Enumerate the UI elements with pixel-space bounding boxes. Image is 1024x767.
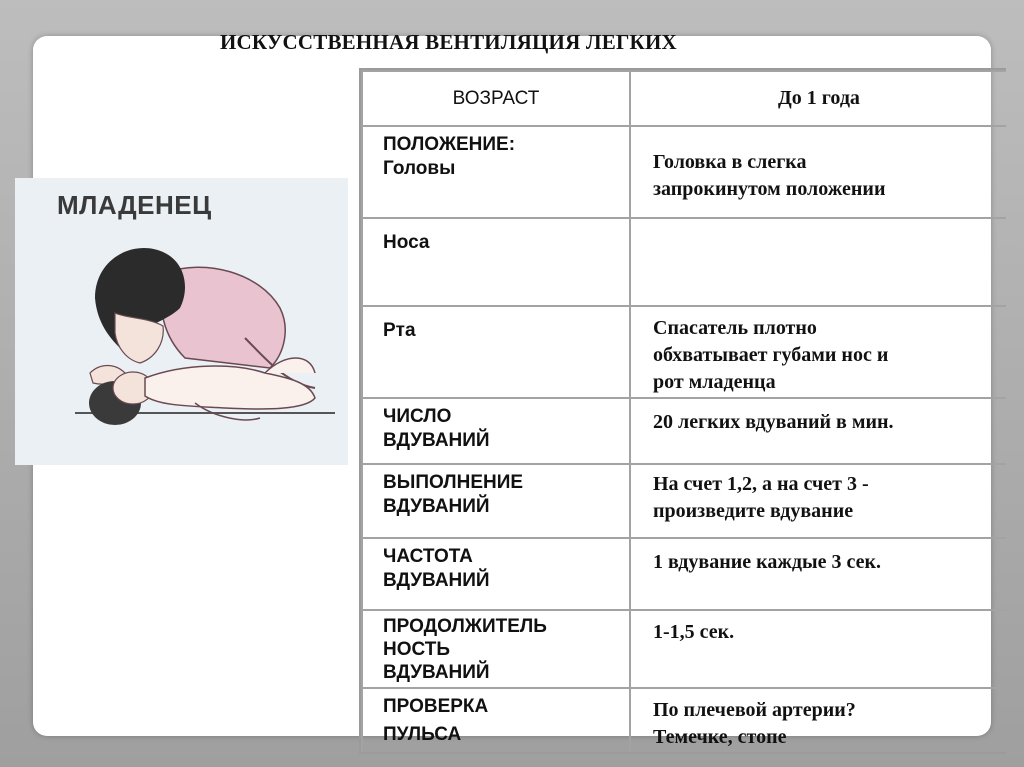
row-value: произведите вдувание — [653, 500, 854, 522]
header-age: ВОЗРАСТ — [362, 71, 630, 126]
row-value: рот младенца — [653, 371, 776, 393]
row-value-empty — [630, 218, 1006, 306]
row-label: ЧИСЛО — [383, 406, 452, 427]
slide-title: ИСКУССТВЕННАЯ ВЕНТИЛЯЦИЯ ЛЕГКИХ — [220, 30, 677, 54]
row-label: ВЫПОЛНЕНИЕ — [383, 472, 524, 493]
header-age-value: До 1 года — [630, 71, 1006, 126]
table-row — [362, 464, 1006, 538]
row-value: запрокинутом положении — [653, 178, 886, 200]
row-label: ВДУВАНИЙ — [383, 430, 490, 451]
row-sublabel: Головы — [383, 158, 456, 179]
illustration-panel — [15, 178, 348, 465]
row-label: ВДУВАНИЙ — [383, 662, 490, 683]
table-row — [362, 538, 1006, 610]
row-label: ПУЛЬСА — [383, 724, 462, 745]
row-value: На счет 1,2, а на счет 3 - — [653, 473, 869, 495]
row-label: ПОЛОЖЕНИЕ: — [383, 134, 516, 155]
row-label: ВДУВАНИЙ — [383, 570, 490, 591]
row-value: 1-1,5 сек. — [653, 621, 735, 643]
row-label: Рта — [383, 320, 416, 341]
infant-rescue-breathing-illustration-icon — [15, 178, 348, 465]
row-value: обхватывает губами нос и — [653, 344, 889, 366]
row-value: Головка в слегка — [653, 151, 807, 173]
row-value: Спасатель плотно — [653, 317, 817, 339]
table-row — [362, 218, 1006, 306]
row-label: ЧАСТОТА — [383, 546, 473, 567]
table-row — [362, 610, 1006, 688]
row-value: 1 вдувание каждые 3 сек. — [653, 551, 881, 573]
table-row — [362, 126, 1006, 218]
row-label: ПРОДОЛЖИТЕЛЬ — [383, 616, 547, 637]
table-row — [362, 398, 1006, 464]
row-label: НОСТЬ — [383, 639, 451, 660]
illustration-label: МЛАДЕНЕЦ — [57, 190, 212, 220]
row-value: По плечевой артерии? — [653, 699, 856, 721]
row-label: ВДУВАНИЙ — [383, 496, 490, 517]
row-label: Носа — [383, 232, 430, 253]
ventilation-table — [359, 68, 1006, 754]
table-row — [362, 306, 1006, 398]
row-value: Темечке, стопе — [653, 726, 787, 748]
table-header-row — [362, 71, 1006, 126]
table-row — [362, 688, 1006, 754]
row-label: ПРОВЕРКА — [383, 696, 489, 717]
row-value: 20 легких вдуваний в мин. — [653, 411, 894, 433]
